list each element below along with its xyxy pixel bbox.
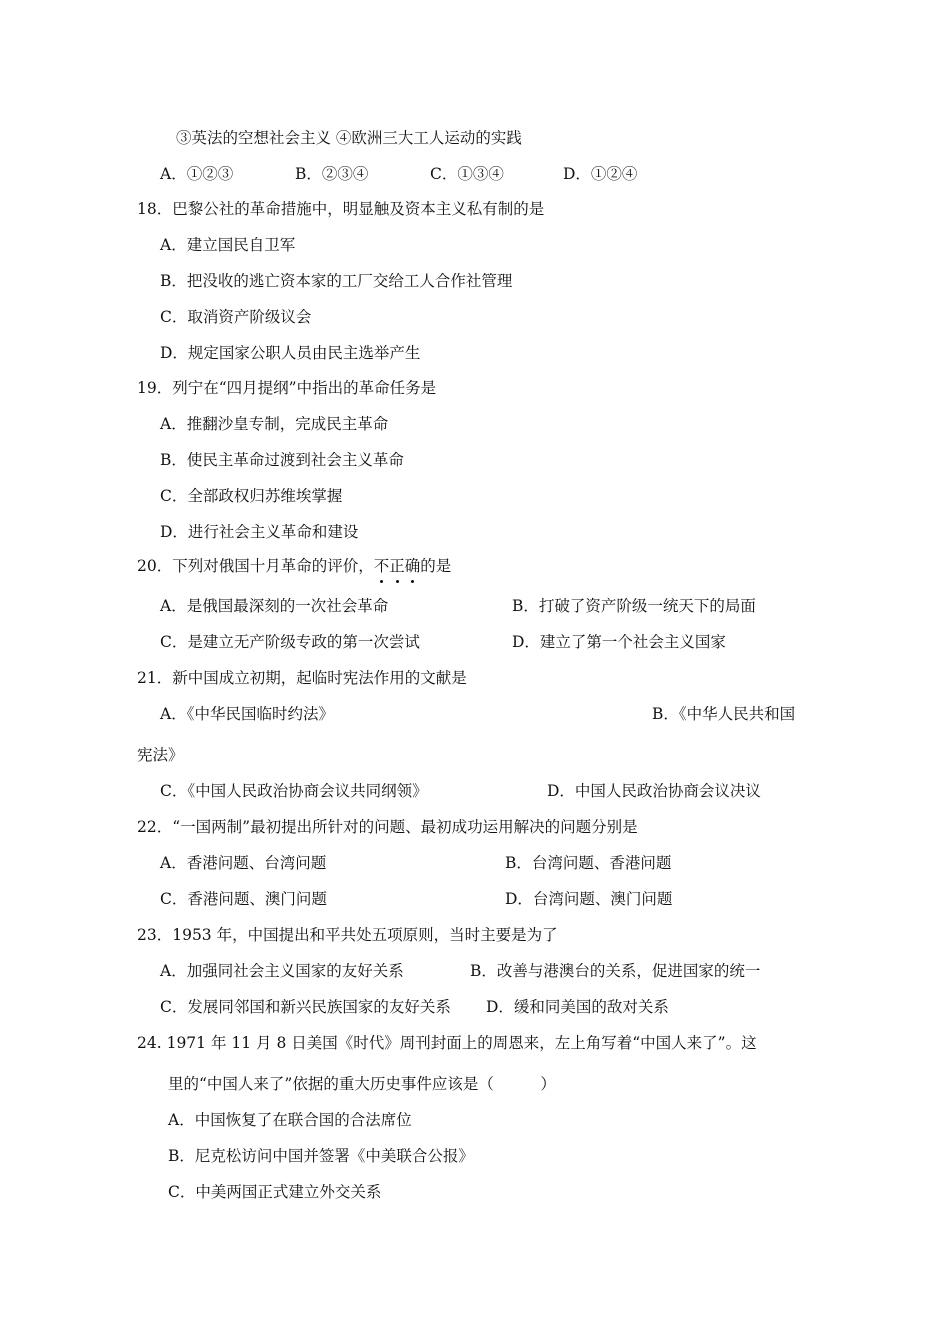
q23-option-d: D．缓和同美国的敌对关系: [486, 998, 669, 1016]
q21-option-c: C．《中国人民政治协商会议共同纲领》: [160, 782, 428, 800]
q19-stem: 19．列宁在“四月提纲”中指出的革命任务是: [137, 379, 437, 397]
q20-emphasis-char: 正: [389, 557, 405, 575]
q19-option-d: D．进行社会主义革命和建设: [160, 523, 359, 541]
q18-stem: 18．巴黎公社的革命措施中，明显触及资本主义私有制的是: [137, 200, 545, 218]
q17-option-a: A．①②③: [160, 165, 234, 183]
q22-stem: 22．“一国两制”最初提出所针对的问题、最初成功运用解决的问题分别是: [137, 818, 638, 836]
q18-option-a: A．建立国民自卫军: [160, 236, 296, 254]
q23-option-c: C．发展同邻国和新兴民族国家的友好关系: [160, 998, 451, 1016]
q22-option-b: B．台湾问题、香港问题: [505, 854, 672, 872]
q24-stem-line2: 里的“中国人来了”依据的重大历史事件应该是（ ）: [168, 1075, 556, 1093]
q23-stem: 23．1953 年，中国提出和平共处五项原则，当时主要是为了: [137, 926, 558, 944]
q24-option-b: B．尼克松访问中国并签署《中美联合公报》: [168, 1147, 474, 1165]
q17-option-b: B．②③④: [295, 165, 369, 183]
q17-option-d: D．①②④: [563, 165, 638, 183]
q20-emphasis-char: 确: [404, 557, 421, 575]
q21-option-b-continued: 宪法》: [137, 746, 184, 764]
q19-option-a: A．推翻沙皇专制，完成民主革命: [160, 415, 389, 433]
q22-option-c: C．香港问题、澳门问题: [160, 890, 327, 908]
q20-option-c: C．是建立无产阶级专政的第一次尝试: [160, 633, 420, 651]
q24-option-c: C．中美两国正式建立外交关系: [168, 1183, 382, 1201]
q20-stem: [137, 556, 451, 576]
q22-option-d: D．台湾问题、澳门问题: [505, 890, 673, 908]
q21-option-a: A．《中华民国临时约法》: [160, 705, 334, 723]
q23-option-a: A．加强同社会主义国家的友好关系: [160, 962, 404, 980]
q18-option-c: C．取消资产阶级议会: [160, 308, 312, 326]
q21-option-b: B．《中华人民共和国: [652, 705, 796, 723]
q21-option-d: D．中国人民政治协商会议决议: [547, 782, 761, 800]
q18-option-b: B．把没收的逃亡资本家的工厂交给工人合作社管理: [160, 272, 513, 290]
q19-option-c: C．全部政权归苏维埃掌握: [160, 487, 343, 505]
q24-option-a: A．中国恢复了在联合国的合法席位: [168, 1111, 412, 1129]
q22-option-a: A．香港问题、台湾问题: [160, 854, 327, 872]
q20-emphasis-char: 不: [373, 557, 390, 575]
q23-option-b: B．改善与港澳台的关系，促进国家的统一: [470, 962, 761, 980]
q20-option-b: B．打破了资产阶级一统天下的局面: [512, 597, 756, 615]
q20-stem-after: 的是: [420, 557, 452, 575]
q19-option-b: B．使民主革命过渡到社会主义革命: [160, 451, 404, 469]
q20-option-d: D．建立了第一个社会主义国家: [512, 633, 726, 651]
q17-item-line: ③英法的空想社会主义 ④欧洲三大工人运动的实践: [176, 129, 522, 147]
q18-option-d: D．规定国家公职人员由民主选举产生: [160, 344, 421, 362]
q20-option-a: A．是俄国最深刻的一次社会革命: [160, 597, 389, 615]
q24-stem-line1: 24. 1971 年 11 月 8 日美国《时代》周刊封面上的周恩来，左上角写着“中国人来了”。这: [137, 1034, 757, 1052]
q17-option-c: C．①③④: [430, 165, 504, 183]
q20-stem-before: 20．下列对俄国十月革命的评价，: [137, 557, 374, 575]
q21-stem: 21．新中国成立初期，起临时宪法作用的文献是: [137, 669, 467, 687]
